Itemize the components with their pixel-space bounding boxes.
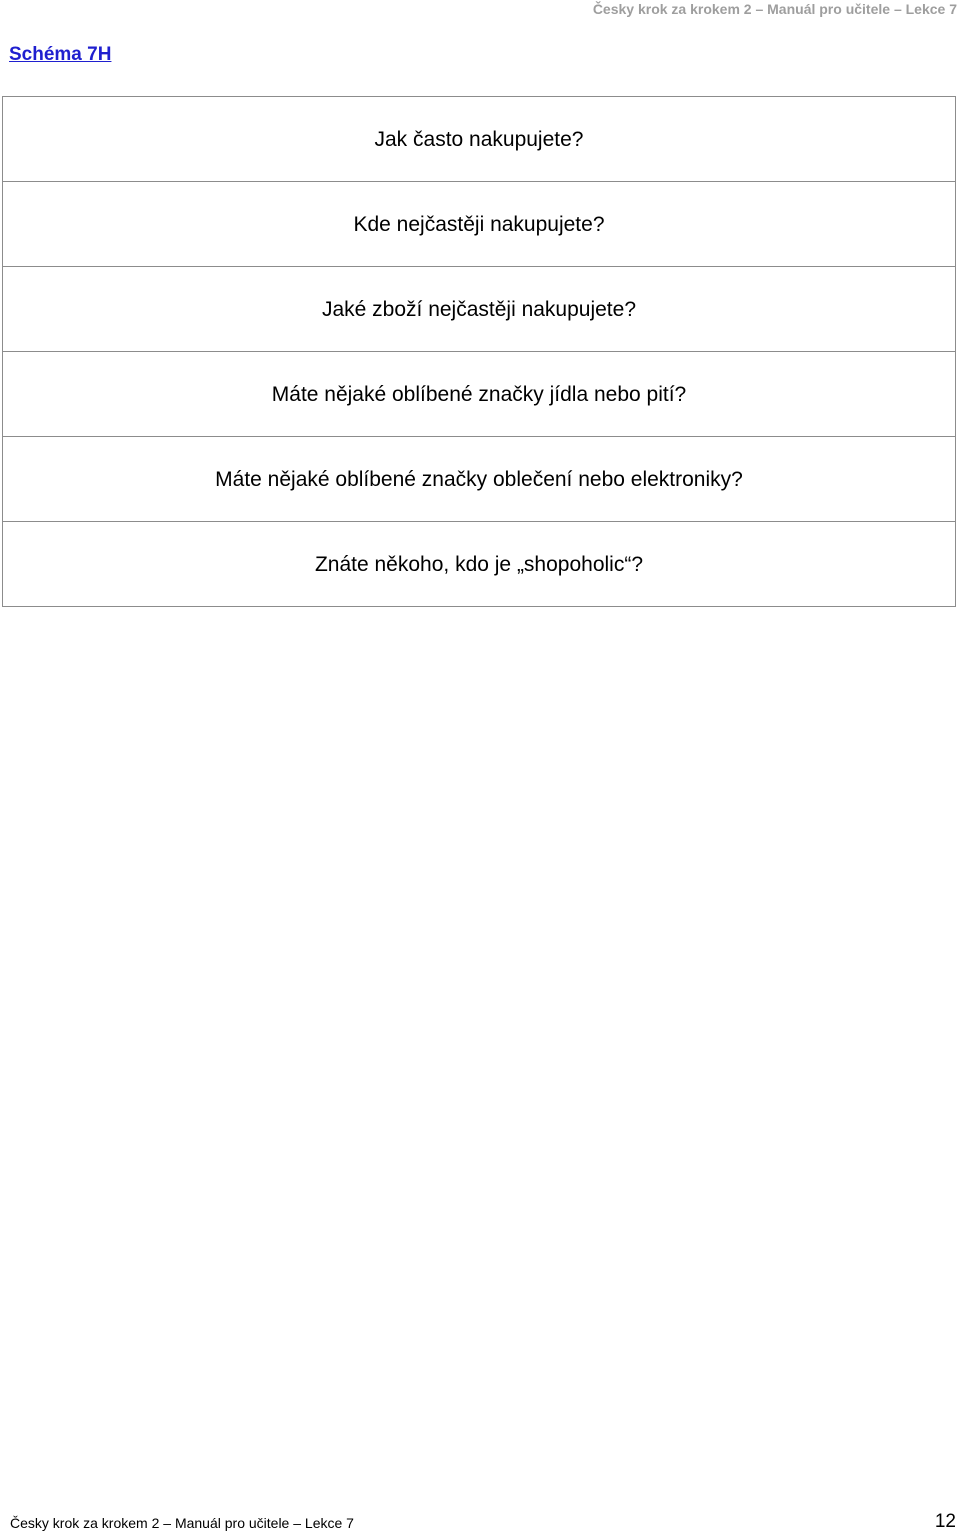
table-row — [3, 437, 956, 522]
question-text: Jaké zboží nejčastěji nakupujete? — [321, 298, 637, 321]
footer-text: Česky krok za krokem 2 – Manuál pro učitele – Lekce 7 — [10, 1515, 354, 1531]
question-cell — [3, 522, 956, 607]
question-cell — [3, 437, 956, 522]
question-cell — [3, 267, 956, 352]
question-cell — [3, 182, 956, 267]
table-row — [3, 352, 956, 437]
table-row — [3, 182, 956, 267]
question-text: Máte nějaké oblíbené značky oblečení nebo elektroniky? — [215, 468, 743, 491]
questions-table — [2, 96, 956, 607]
question-text: Znáte někoho, kdo je „shopoholic“? — [314, 553, 644, 576]
question-text: Máte nějaké oblíbené značky jídla nebo pití? — [271, 383, 687, 406]
question-text: Jak často nakupujete? — [374, 128, 584, 151]
question-text: Kde nejčastěji nakupujete? — [353, 213, 605, 236]
section-title-link[interactable]: Schéma 7H — [9, 44, 112, 65]
table-row — [3, 97, 956, 182]
page-number: 12 — [934, 1511, 956, 1532]
question-cell — [3, 97, 956, 182]
table-row — [3, 267, 956, 352]
running-header: Česky krok za krokem 2 – Manuál pro učitele – Lekce 7 — [592, 1, 957, 17]
question-cell — [3, 352, 956, 437]
table-row — [3, 522, 956, 607]
